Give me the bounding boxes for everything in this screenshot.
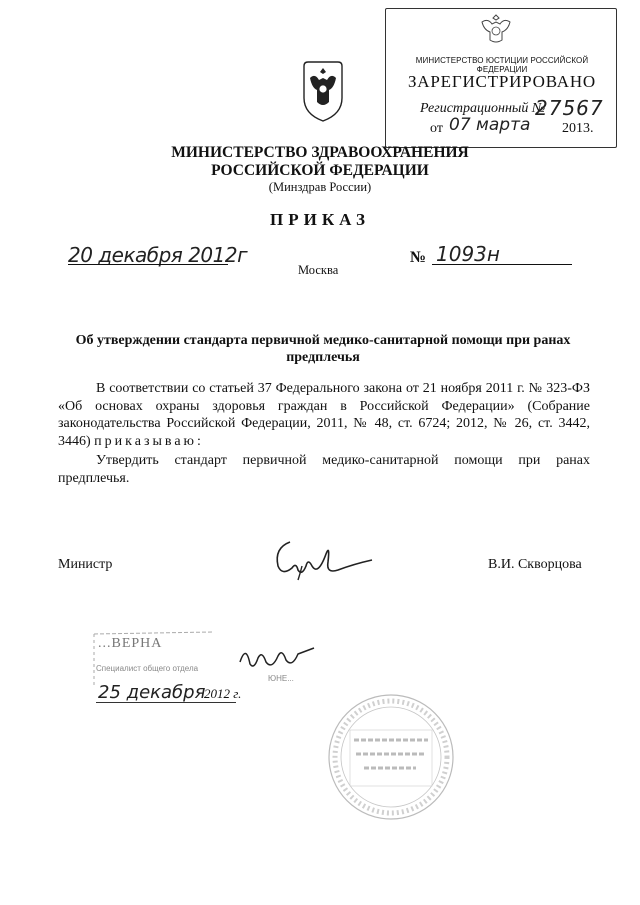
registration-ministry: МИНИСТЕРСТВО ЮСТИЦИИ РОССИЙСКОЙ ФЕДЕРАЦИИ (415, 56, 589, 74)
registration-emblem-icon (478, 12, 514, 46)
registration-year: 2013. (562, 121, 594, 136)
copy-stamp-underline (96, 702, 236, 703)
ministry-short-name: (Минздрав России) (268, 180, 372, 194)
minister-signature (268, 532, 378, 582)
order-date: 20 декабря 2012г (68, 243, 248, 267)
round-seal (324, 690, 458, 824)
registration-number-label: Регистрационный № (420, 101, 546, 116)
body-paragraph-2: Утвердить стандарт первичной медико-санитарной помощи при ранах предплечья. (58, 453, 590, 486)
coat-of-arms-icon (300, 58, 346, 124)
signatory-position: Министр (58, 557, 113, 572)
registration-date-label: от (430, 121, 443, 136)
ministry-name-line1: МИНИСТЕРСТВО ЗДРАВООХРАНЕНИЯ (171, 144, 469, 161)
body-paragraph-1-text: В соответствии со статьей 37 Федерального закона от 21 ноября 2011 г. № 323-ФЗ «Об основах охраны здоровья граждан в Российской Федерации» (Собрание законодательства Российской Федерации, 2011, № 48, ст. 6724; 2012, № 26, ст. 3442, 3446) (58, 381, 590, 449)
order-number-label: № (410, 249, 427, 266)
ministry-name-line2: РОССИЙСКОЙ ФЕДЕРАЦИИ (211, 162, 429, 179)
directive: приказываю: (94, 433, 204, 449)
copy-stamp-title: ...ВЕРНА (98, 636, 163, 651)
registration-date: 07 марта (449, 115, 531, 135)
ministry-name (130, 144, 510, 180)
copy-stamp-position: Специалист общего отдела (96, 664, 199, 673)
order-number: 1093н (436, 242, 500, 266)
city: Москва (298, 263, 339, 277)
copy-stamp-date: 25 декабря (98, 682, 206, 703)
document-type: ПРИКАЗ (270, 210, 370, 229)
registration-title: ЗАРЕГИСТРИРОВАНО (407, 72, 597, 91)
registration-number: 27567 (535, 96, 604, 120)
body-paragraph-1 (58, 380, 590, 450)
copy-stamp-signature (236, 640, 326, 676)
order-subject: Об утверждении стандарта первичной медико-санитарной помощи при ранах предплечья (75, 333, 571, 365)
order-date-underline (68, 264, 228, 265)
copy-stamp-year: 2012 г. (204, 686, 242, 701)
signatory-name: В.И. Скворцова (488, 557, 582, 572)
order-number-underline (432, 264, 572, 265)
copy-stamp-name: ЮНЕ... (268, 674, 294, 683)
